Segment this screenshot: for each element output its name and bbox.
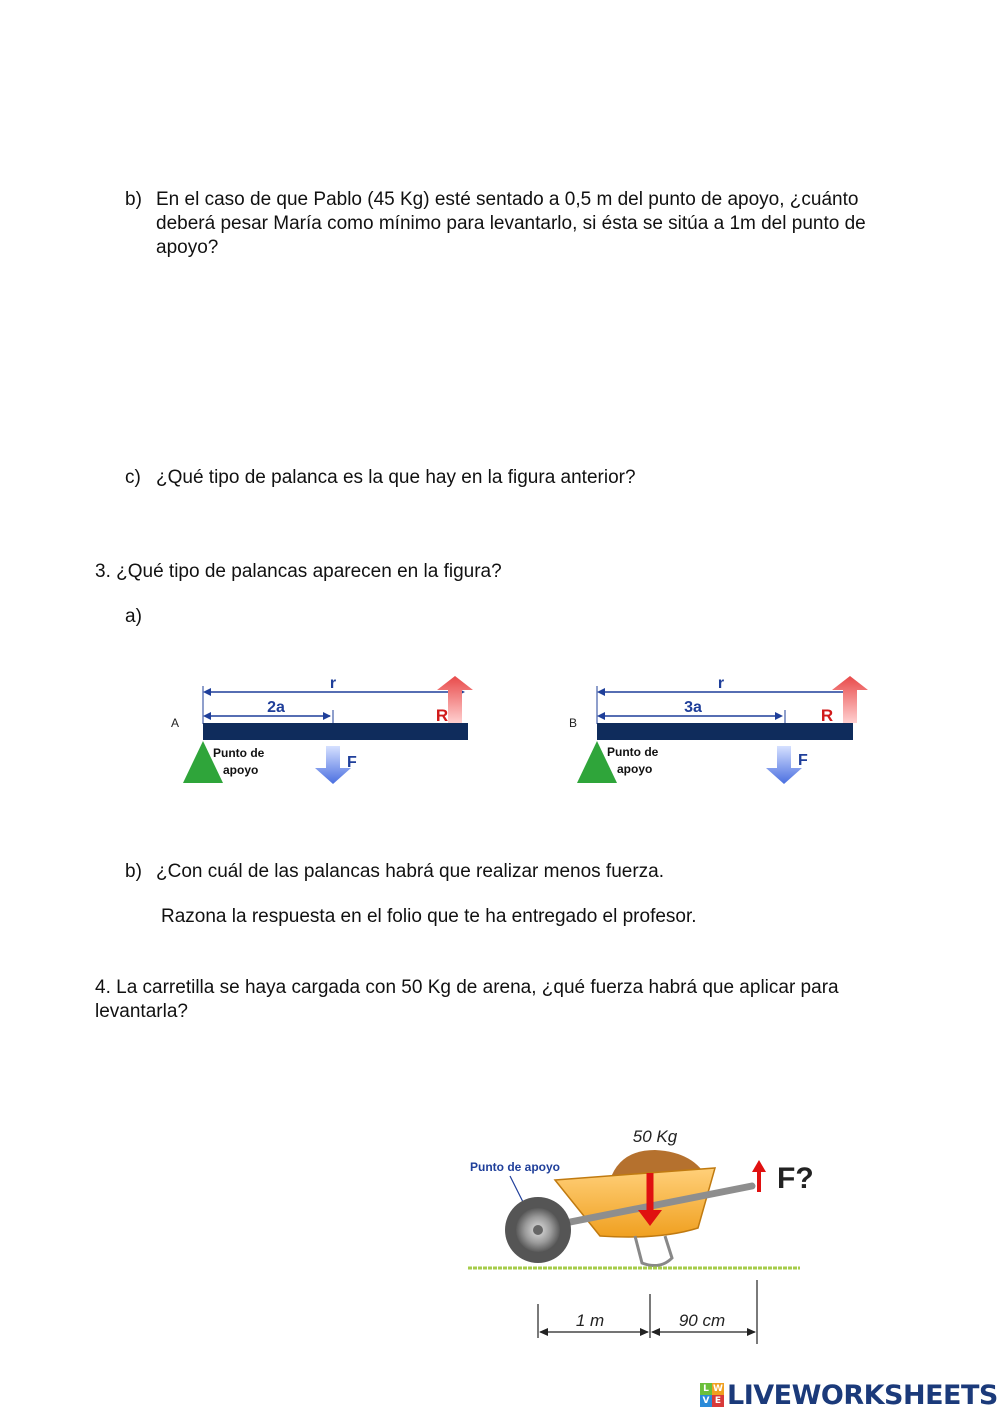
question-2c-text: ¿Qué tipo de palanca es la que hay en la figura anterior? (156, 467, 636, 488)
dim-line-2-right-arrowhead (747, 1328, 756, 1336)
lever-b-support-line1: Punto de (607, 745, 659, 759)
wheelbarrow-tray (555, 1168, 715, 1237)
lever-b-support-line2: apoyo (617, 762, 653, 776)
lever-b-resistance-arrow (832, 676, 868, 723)
lever-a-r-label: r (329, 675, 337, 692)
wheelbarrow-force-arrowhead (752, 1160, 766, 1172)
liveworksheets-logo[interactable] (700, 1378, 998, 1412)
liveworksheets-logo-icon (700, 1383, 724, 1407)
wheelbarrow-force-label: F? (777, 1162, 814, 1195)
lever-b-force-arrow (766, 746, 802, 784)
question-4-text: 4. La carretilla se haya cargada con 50 Kg de arena, ¿qué fuerza habrá que aplicar para levantarla? (95, 977, 839, 1022)
lever-b-beam (597, 723, 853, 740)
question-3b-label: b) (125, 861, 142, 882)
logo-icon-letter-3: V (700, 1395, 712, 1407)
lever-a-dist-left-arrowhead (203, 712, 211, 720)
lever-a-dist-label: 2a (267, 699, 285, 716)
lever-a-figure (165, 670, 495, 790)
lever-b-letter: B (569, 716, 578, 730)
lever-b-dist-right-arrowhead (775, 712, 783, 720)
lever-a-r-left-arrowhead (203, 688, 211, 696)
lever-b-figure (565, 670, 885, 790)
dim-line-1-right-arrowhead (640, 1328, 649, 1336)
lever-b-F-label: F (798, 752, 808, 769)
dim-label-1: 1 m (575, 1311, 605, 1330)
dim-line-1-left-arrowhead (539, 1328, 548, 1336)
wheelbarrow-weight-label: 50 Kg (632, 1127, 678, 1146)
lever-b-R-label: R (820, 706, 834, 725)
logo-icon-letter-1: L (700, 1383, 712, 1395)
question-3-title: 3. ¿Qué tipo de palancas aparecen en la figura? (95, 561, 502, 582)
lever-b-dist-label: 3a (684, 699, 702, 716)
lever-a-beam (203, 723, 468, 740)
dim-label-2: 90 cm (678, 1311, 726, 1330)
dim-line-2-left-arrowhead (651, 1328, 660, 1336)
lever-a-support-line1: Punto de (213, 746, 265, 760)
lever-a-force-arrow (315, 746, 351, 784)
lever-a-R-label: R (435, 706, 449, 725)
question-3b-note: Razona la respuesta en el folio que te ha entregado el profesor. (161, 906, 697, 927)
wheelbarrow-leg (635, 1236, 672, 1266)
logo-icon-letter-2: W (713, 1384, 723, 1394)
lever-a-dist-right-arrowhead (323, 712, 331, 720)
wheelbarrow-figure (460, 1118, 820, 1348)
logo-icon-letter-4: E (712, 1395, 724, 1407)
lever-b-dist-left-arrowhead (597, 712, 605, 720)
question-2b-label: b) (125, 189, 142, 210)
wheelbarrow-axle (533, 1225, 543, 1235)
question-2b-text: En el caso de que Pablo (45 Kg) esté sentado a 0,5 m del punto de apoyo, ¿cuánto deberá pesar María como mínimo para levantarlo, si ésta se sitúa a 1m del punto de apoyo? (156, 189, 866, 258)
lever-a-support-line2: apoyo (223, 763, 259, 777)
question-3a-label: a) (125, 606, 142, 627)
lever-b-r-left-arrowhead (597, 688, 605, 696)
question-2c-label: c) (125, 467, 141, 488)
liveworksheets-logo-text: LIVEWORKSHEETS (727, 1379, 998, 1411)
lever-a-letter: A (171, 716, 180, 730)
lever-b-r-label: r (717, 675, 725, 692)
wheelbarrow-support-label: Punto de apoyo (470, 1160, 560, 1174)
lever-a-F-label: F (347, 754, 357, 771)
question-3b-text: ¿Con cuál de las palancas habrá que realizar menos fuerza. (156, 861, 665, 882)
